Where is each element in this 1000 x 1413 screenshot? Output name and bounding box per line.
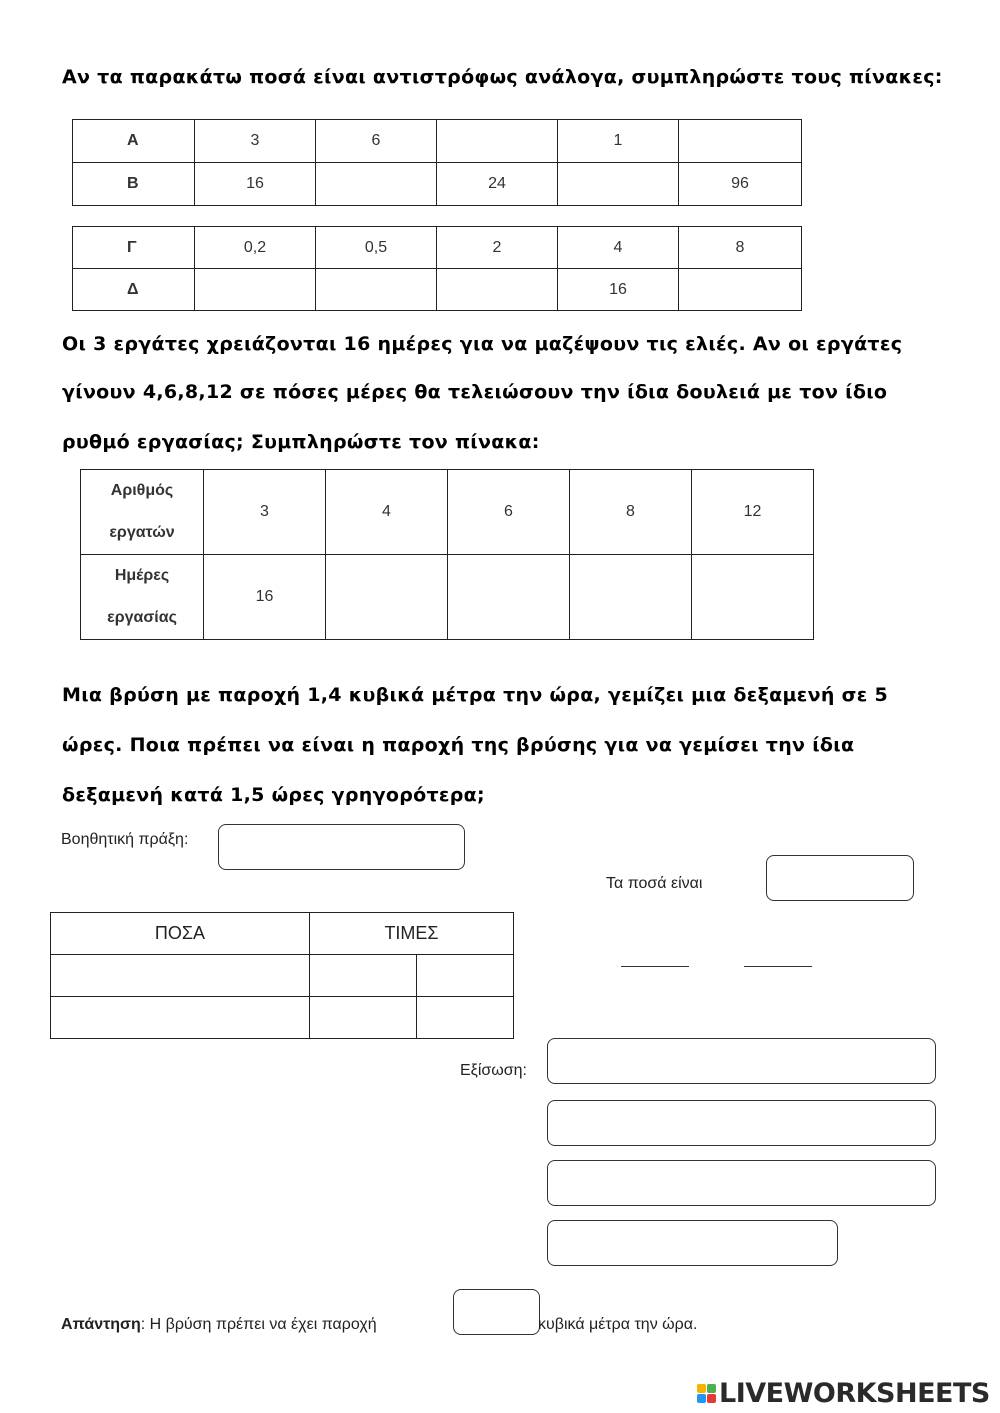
workers-cell-4: 8 — [570, 470, 692, 555]
days-label-line-2: εργασίας — [107, 609, 177, 626]
posa-row-2 — [51, 997, 514, 1039]
times-cell-1a-input[interactable] — [310, 955, 417, 997]
cell-b-1: 16 — [195, 163, 316, 206]
posa-cell-1-input[interactable] — [51, 955, 310, 997]
quantities-type-input[interactable] — [766, 855, 914, 901]
aux-operation-label: Βοηθητική πράξη: — [61, 831, 189, 848]
workers-cell-2: 4 — [326, 470, 448, 555]
cell-g-5: 8 — [679, 227, 802, 269]
workers-label-line-1: Αριθμός — [110, 482, 174, 499]
aux-operation-input[interactable] — [218, 824, 465, 870]
equation-label: Εξίσωση: — [460, 1062, 527, 1079]
times-cell-1b-input[interactable] — [417, 955, 514, 997]
cell-d-4: 16 — [558, 269, 679, 311]
posa-header: ΠΟΣΑ — [51, 913, 310, 955]
cell-g-3: 2 — [437, 227, 558, 269]
workers-row — [81, 470, 814, 555]
q2-prompt-line-2: γίνουν 4,6,8,12 σε πόσες μέρες θα τελειώσουν την ίδια δουλειά με τον ίδιο — [62, 381, 888, 403]
cell-d-3-input[interactable] — [437, 269, 558, 311]
equation-input-3[interactable] — [547, 1160, 936, 1206]
days-row-label — [81, 555, 204, 640]
cell-d-1-input[interactable] — [195, 269, 316, 311]
days-cell-4-input[interactable] — [570, 555, 692, 640]
q1-prompt: Αν τα παρακάτω ποσά είναι αντιστρόφως ανάλογα, συμπληρώστε τους πίνακες: — [62, 66, 943, 88]
liveworksheets-logo — [697, 1376, 990, 1410]
times-cell-2b-input[interactable] — [417, 997, 514, 1039]
equation-input-2[interactable] — [547, 1100, 936, 1146]
blank-line-1 — [621, 966, 689, 967]
quantities-label: Τα ποσά είναι — [606, 875, 703, 892]
cell-g-4: 4 — [558, 227, 679, 269]
cell-b-4-input[interactable] — [558, 163, 679, 206]
cell-b-5: 96 — [679, 163, 802, 206]
table-g-d — [72, 226, 802, 311]
row-label-b: Β — [73, 163, 195, 206]
table-row-a — [73, 120, 802, 163]
row-label-a: Α — [73, 120, 195, 163]
times-cell-2a-input[interactable] — [310, 997, 417, 1039]
cell-a-5-input[interactable] — [679, 120, 802, 163]
workers-cell-5: 12 — [692, 470, 814, 555]
equation-input-1[interactable] — [547, 1038, 936, 1084]
q3-prompt-line-3: δεξαμενή κατά 1,5 ώρες γρηγορότερα; — [62, 784, 485, 806]
answer-label: Απάντηση — [61, 1316, 141, 1333]
logo-text: LIVEWORKSHEETS — [719, 1377, 990, 1409]
cell-b-3: 24 — [437, 163, 558, 206]
answer-unit: κυβικά μέτρα την ώρα. — [538, 1316, 698, 1333]
q3-prompt-line-1: Μια βρύση με παροχή 1,4 κυβικά μέτρα την ώρα, γεμίζει μια δεξαμενή σε 5 — [62, 684, 889, 706]
answer-input[interactable] — [453, 1289, 540, 1335]
posa-times-table — [50, 912, 514, 1039]
q2-prompt-line-3: ρυθμό εργασίας; Συμπληρώστε τον πίνακα: — [62, 431, 540, 453]
days-cell-1: 16 — [204, 555, 326, 640]
cell-a-1: 3 — [195, 120, 316, 163]
cell-d-5-input[interactable] — [679, 269, 802, 311]
row-label-g: Γ — [73, 227, 195, 269]
q2-prompt-line-1: Οι 3 εργάτες χρειάζονται 16 ημέρες για να μαζέψουν τις ελιές. Αν οι εργάτες — [62, 333, 903, 355]
table-row-d — [73, 269, 802, 311]
cell-g-1: 0,2 — [195, 227, 316, 269]
workers-cell-3: 6 — [448, 470, 570, 555]
table-row-g — [73, 227, 802, 269]
blank-line-2 — [744, 966, 812, 967]
workers-table — [80, 469, 814, 640]
posa-header-row — [51, 913, 514, 955]
days-label-line-1: Ημέρες — [114, 567, 170, 584]
cell-g-2: 0,5 — [316, 227, 437, 269]
cell-a-3-input[interactable] — [437, 120, 558, 163]
workers-row-label — [81, 470, 204, 555]
cell-a-2: 6 — [316, 120, 437, 163]
workers-label-line-2: εργατών — [109, 524, 175, 541]
days-cell-3-input[interactable] — [448, 555, 570, 640]
days-cell-5-input[interactable] — [692, 555, 814, 640]
days-row — [81, 555, 814, 640]
row-label-d: Δ — [73, 269, 195, 311]
table-a-b — [72, 119, 802, 206]
q3-prompt-line-2: ώρες. Ποια πρέπει να είναι η παροχή της βρύσης για να γεμίσει την ίδια — [62, 734, 855, 756]
cell-d-2-input[interactable] — [316, 269, 437, 311]
days-cell-2-input[interactable] — [326, 555, 448, 640]
cell-b-2-input[interactable] — [316, 163, 437, 206]
table-row-b — [73, 163, 802, 206]
workers-cell-1: 3 — [204, 470, 326, 555]
times-header: ΤΙΜΕΣ — [310, 913, 514, 955]
answer-text: : Η βρύση πρέπει να έχει παροχή — [140, 1316, 377, 1333]
posa-row-1 — [51, 955, 514, 997]
answer-sentence — [61, 1316, 377, 1334]
posa-cell-2-input[interactable] — [51, 997, 310, 1039]
equation-input-4[interactable] — [547, 1220, 838, 1266]
logo-icon — [697, 1384, 716, 1403]
cell-a-4: 1 — [558, 120, 679, 163]
